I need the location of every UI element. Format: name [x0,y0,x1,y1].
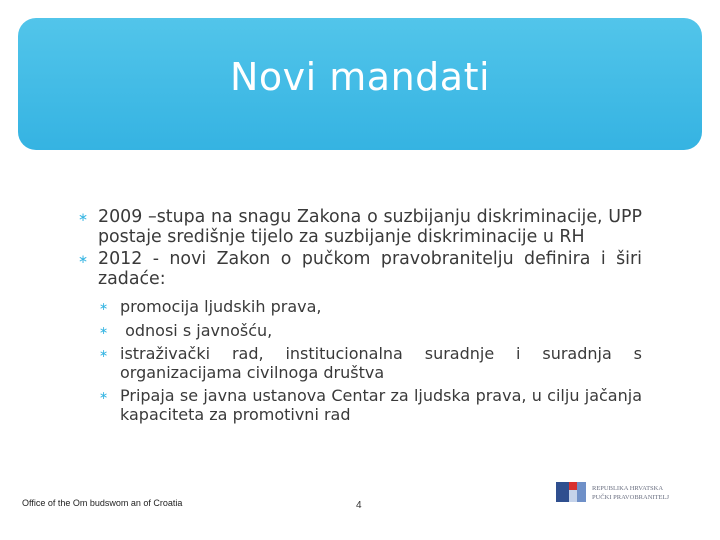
sub-bullet-item [76,387,642,424]
title-banner [18,18,702,150]
bullet-item [76,250,642,289]
asterisk-bullet-icon: ∗ [78,210,89,224]
sub-bullet-text: promocija ljudskih prava, [120,297,322,316]
sub-bullet-item [76,345,642,382]
sub-bullet-text: odnosi s javnošću, [120,320,273,340]
bullet-text: 2009 –stupa na snagu Zakona o suzbijanju diskriminacije, UPP postaje središnje tijelo za suzbijanje diskriminacije u RH [98,207,642,247]
footer-office-name: Office of the Om budswom an of Croatia [22,498,183,508]
asterisk-bullet-icon: ∗ [99,389,109,402]
asterisk-bullet-icon: ∗ [99,347,109,360]
sub-bullet-text: istraživački rad, institucionalna suradnje i suradnja s organizacijama civilnoga društva [120,344,642,382]
bullet-text: 2012 - novi Zakon o pučkom pravobranitelju definira i širi zadaće: [98,249,642,289]
asterisk-bullet-icon: ∗ [99,323,109,337]
sub-bullet-list [76,298,642,424]
logo-text-line2: PUČKI PRAVOBRANITELJ [592,494,669,501]
slide-content [76,208,642,429]
sub-bullet-item [76,322,642,341]
logo-square-red [569,482,577,490]
logo-square-blue [577,482,586,502]
page-number: 4 [356,500,362,511]
sub-bullet-text: Pripaja se javna ustanova Centar za ljudska prava, u cilju jačanja kapaciteta za promotivni rad [120,386,642,424]
asterisk-bullet-icon: ∗ [78,252,89,266]
asterisk-bullet-icon: ∗ [99,300,109,313]
ombudsman-logo [556,478,686,504]
logo-text-line1: REPUBLIKA HRVATSKA [592,485,664,492]
sub-bullet-item [76,298,642,317]
bullet-item [76,208,642,247]
logo-square-navy [556,482,569,502]
logo-square-white [569,490,577,502]
slide-title: Novi mandati [229,55,491,99]
